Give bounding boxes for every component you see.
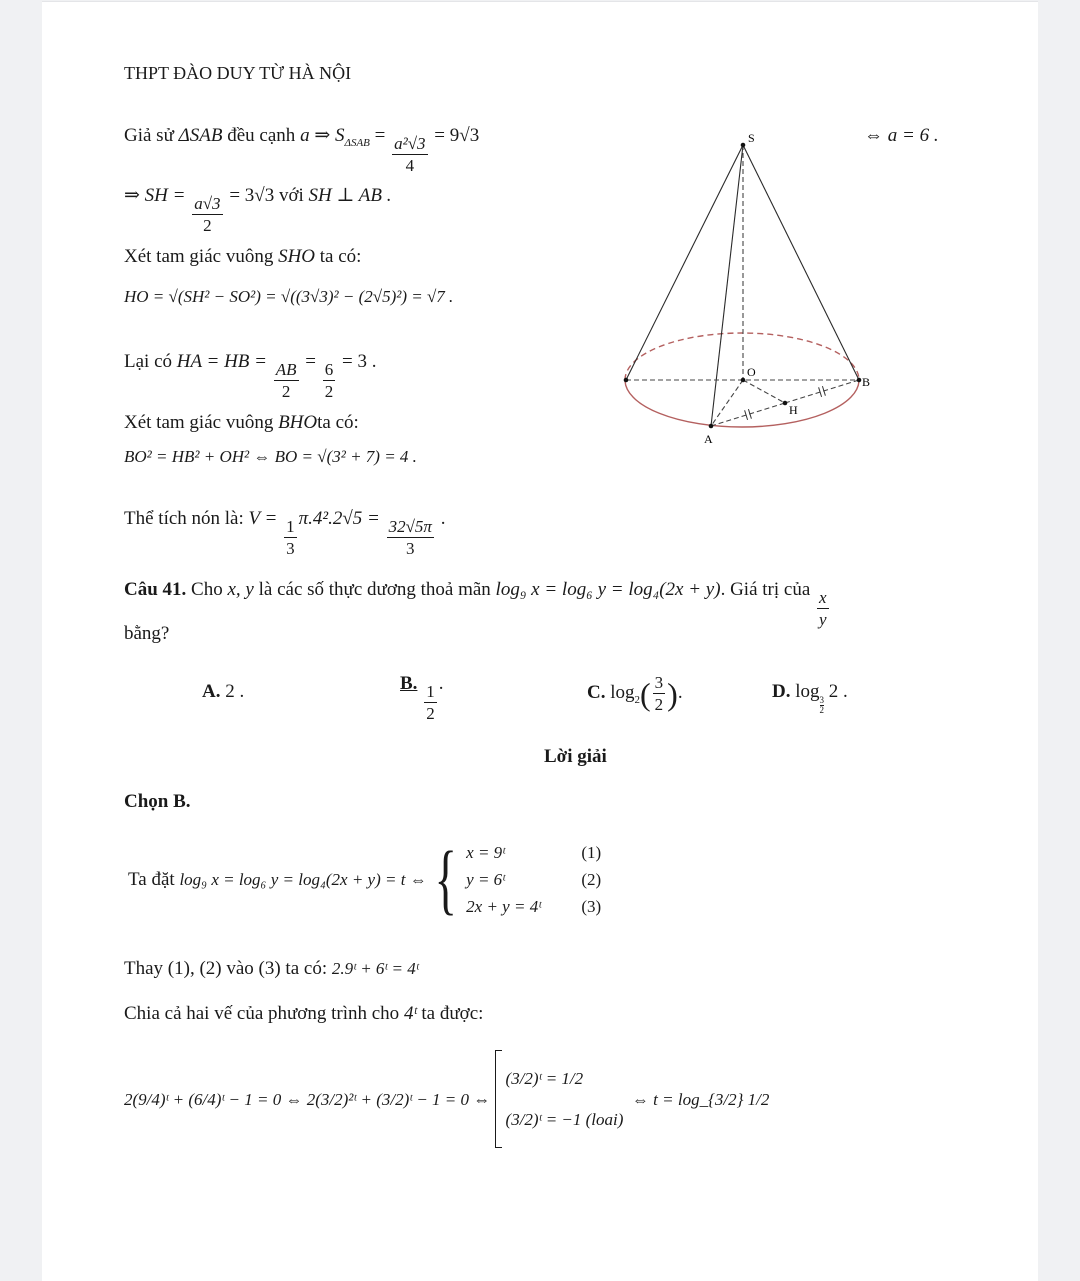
label-H: H: [789, 403, 798, 417]
system-row-1: x = 9ᵗ (1): [466, 842, 602, 862]
solution-step-3: Chia cả hai vế của phương trình cho 4ᵗ ta được:: [124, 1003, 484, 1024]
segment-OH: [743, 380, 785, 403]
fraction: $\frac{AB}{2}$: [275, 360, 297, 401]
edge-SB: [743, 145, 859, 380]
option-b[interactable]: B. $\frac{1}{2}$ .: [400, 673, 444, 723]
solution-step-4: 2(9/4)ᵗ + (6/4)ᵗ − 1 = 0 ⇔ 2(3/2)²ᵗ + (3/2)ᵗ − 1 = 0 ⇔ (3/2)ᵗ = 1/2 (3/2)ᵗ = −1 (loai) ⇔ t = log_{3/2} 1/2: [124, 1050, 769, 1148]
conclusion: ⇔ t = log_{3/2} 1/2: [631, 1089, 770, 1109]
solution-heading: Lời giải: [544, 746, 607, 767]
cone-figure: [562, 120, 882, 460]
point-left: [624, 378, 629, 383]
solution-line-7: BO² = HB² + OH² ⇔ BO = √(3² + 7) = 4 .: [124, 447, 417, 466]
point-B: [857, 378, 862, 383]
question-41-cont: bằng?: [124, 623, 170, 644]
equation-part-2: ⇔ 2(3/2)²ᵗ + (3/2)ᵗ − 1 = 0: [285, 1089, 470, 1109]
label-S: S: [748, 131, 755, 145]
solution-step-2: Thay (1), (2) vào (3) ta có: 2.9ᵗ + 6ᵗ = 4ᵗ: [124, 958, 419, 979]
point-S: [741, 143, 746, 148]
solution-line-3: Xét tam giác vuông SHO ta có:: [124, 246, 362, 267]
text: Giả sử: [124, 125, 174, 146]
fraction: $\frac{1}{3}$: [286, 517, 295, 558]
implies-symbol: ⇒: [314, 125, 331, 146]
fraction: $\frac{a√3}{2}$: [194, 194, 221, 235]
document-header: THPT ĐÀO DUY TỪ HÀ NỘI: [124, 63, 352, 83]
system-row-3: 2x + y = 4ᵗ (3): [466, 896, 602, 916]
fraction: $\frac{\text{a²√3}}{4}$: [394, 134, 426, 175]
solution-line-8: Thể tích nón là: V = $\frac{1}{3}$ π.4².2√5 = $\frac{32√5\pi}{3}$ .: [124, 508, 446, 558]
label-B: B: [862, 375, 871, 389]
var-a: a: [300, 125, 310, 146]
label-A: A: [704, 432, 713, 446]
option-a[interactable]: A. 2 .: [202, 681, 245, 702]
equivalence-result: ⇔ a = 6 .: [864, 125, 939, 146]
option-c[interactable]: C. $\log_2$( $\frac{3}{2}$ ).: [587, 673, 683, 714]
case-bracket: [495, 1050, 624, 1148]
edge-S-left: [626, 145, 743, 380]
equation-part-1: 2(9/4)ᵗ + (6/4)ᵗ − 1 = 0: [124, 1089, 282, 1109]
text: đều cạnh: [227, 125, 296, 146]
base-ellipse-back: [625, 333, 859, 380]
question-number: Câu 41.: [124, 579, 187, 600]
solution-line-4: HO = √(SH² − SO²) = √((3√3)² − (2√5)²) = √7 .: [124, 287, 454, 306]
chosen-answer: Chọn B.: [124, 791, 191, 812]
solution-line-5: Lại có HA = HB = $\frac{AB}{2}$ = $\frac{6}{2}$ = 3 .: [124, 351, 377, 401]
solution-line-1: Giả sử ΔSAB đều cạnh a ⇒ $S_{\Delta SAB}$ = $\frac{\text{a²√3}}{4}$ = 9√3: [124, 125, 480, 175]
segment-AH: [711, 403, 785, 426]
result: = 9√3: [434, 125, 480, 146]
point-A: [709, 424, 714, 429]
fraction: $\frac{32√5\pi}{3}$: [388, 517, 432, 558]
equation-system: { x = 9ᵗ (1) y = 6ᵗ (2) 2x + y = 4ᵗ (3): [434, 835, 602, 922]
label-O: O: [747, 365, 756, 379]
point-H: [783, 401, 788, 406]
base-ellipse-front: [625, 380, 859, 427]
edge-SA: [711, 145, 743, 426]
triangle-name: ΔSAB: [178, 125, 223, 146]
case-2: (3/2)ᵗ = −1 (loai): [505, 1110, 624, 1129]
question-41: Câu 41. Cho x, y là các số thực dương thoả mãn log₉ x = log₆ y = log₄(2x + y). Giá trị của $\frac{x}{y}$: [124, 579, 827, 629]
point-O: [741, 378, 746, 383]
fraction-x-over-y: $\frac{x}{y}$: [819, 588, 827, 629]
option-d[interactable]: D. log $\frac{3}{2}$ 2 .: [772, 681, 848, 715]
fraction: $\frac{6}{2}$: [324, 360, 334, 401]
area-symbol: $S_{\Delta SAB}$: [334, 125, 370, 149]
condition: log₉ x = log₆ y = log₄(2x + y): [495, 579, 721, 600]
system-row-2: y = 6ᵗ (2): [466, 869, 602, 889]
solution-line-6: Xét tam giác vuông BHOta có:: [124, 412, 359, 433]
solution-line-2: ⇒ SH = $\frac{a√3}{2}$ = 3√3 với SH ⊥ AB .: [124, 185, 392, 235]
solution-step-1: Ta đặt log₉ x = log₆ y = log₄(2x + y) = t ⇔ { x = 9ᵗ (1) y = 6ᵗ (2) 2x + y = 4ᵗ (3): [128, 835, 602, 922]
document-page: [42, 2, 1038, 1281]
case-1: (3/2)ᵗ = 1/2: [505, 1069, 584, 1088]
